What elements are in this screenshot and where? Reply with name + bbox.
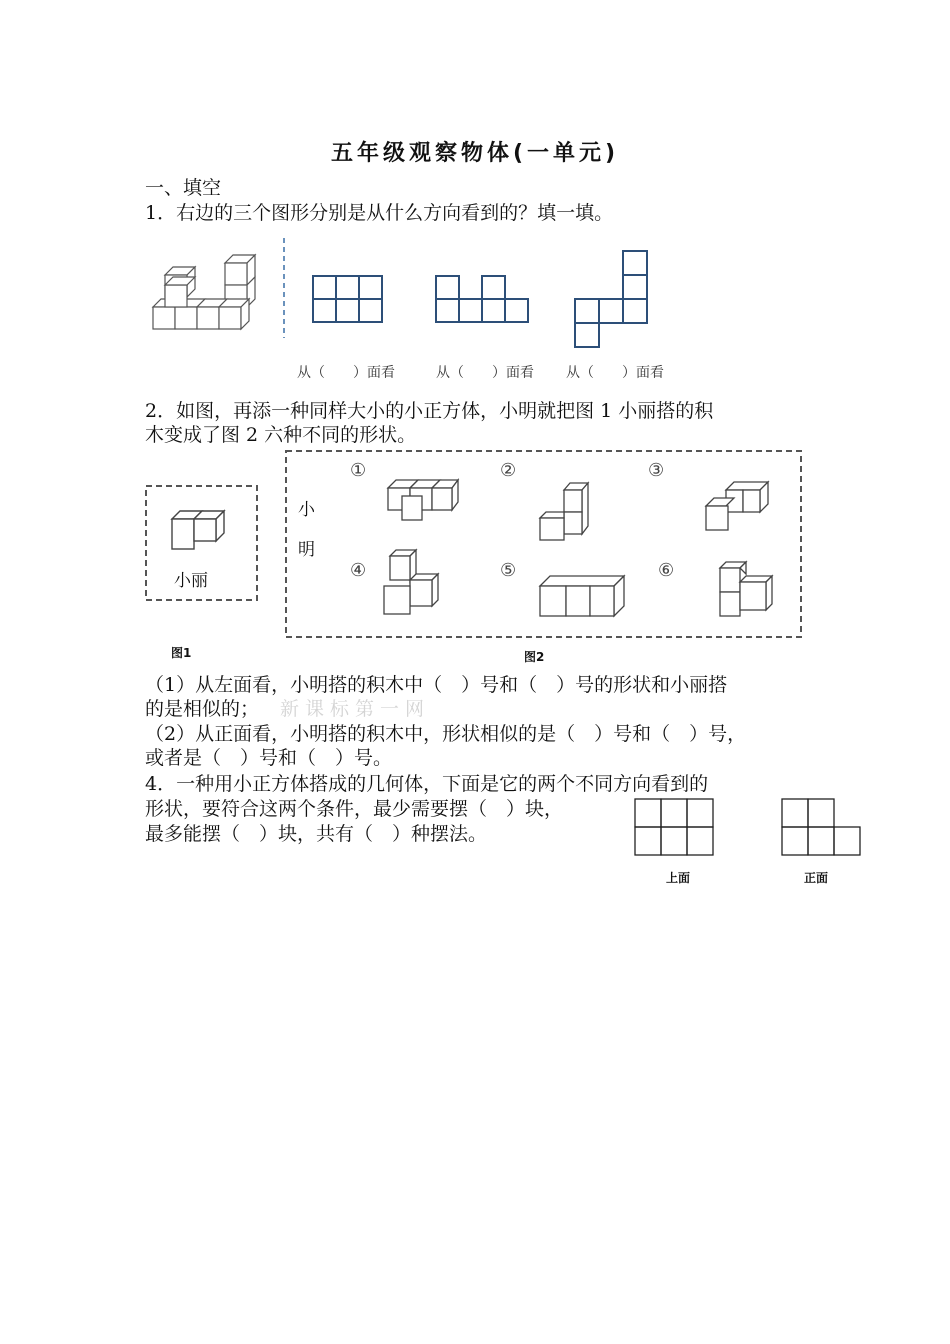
shape-1-blocks <box>386 476 462 522</box>
q2-sub2-line-1: （2）从正面看，小明搭的积木中，形状相似的是（ ）号和（ ）号， <box>145 723 747 745</box>
q2-sub2-line-2: 或者是（ ）号和（ ）号。 <box>145 747 393 769</box>
figure-2-person: 小明 <box>298 500 315 560</box>
q4-front-label: 正面 <box>804 871 829 885</box>
q2-sub1-line-2: 的是相似的； <box>145 698 260 720</box>
figure-2-label: 图2 <box>524 650 545 664</box>
shape-marker-3: ③ <box>648 460 665 481</box>
question-4-line-3: 最多能摆（ ）块，共有（ ）种摆法。 <box>145 823 488 845</box>
shape-2-blocks <box>538 480 594 542</box>
shape-marker-1: ① <box>350 460 367 481</box>
question-2-line-2: 木变成了图 2 六种不同的形状。 <box>145 424 417 446</box>
q4-front-view <box>781 798 863 858</box>
q1-caption-1: 从（ ）面看 <box>297 365 395 381</box>
figure-1-blocks <box>170 503 234 553</box>
watermark: 新课标第一网 <box>280 698 431 720</box>
question-2-line-1: 2．如图，再添一种同样大小的小正方体，小明就把图 1 小丽搭的积 <box>145 400 714 422</box>
q1-caption-3: 从（ ）面看 <box>566 365 664 381</box>
q1-view-3 <box>574 250 654 350</box>
section-heading: 一、填空 <box>145 177 222 199</box>
q4-top-label: 上面 <box>666 871 691 885</box>
q1-view-1 <box>312 275 384 325</box>
figure-1-label: 图1 <box>171 646 192 660</box>
shape-6-blocks <box>718 560 776 618</box>
shape-3-blocks <box>704 478 774 534</box>
q1-block-structure <box>145 245 275 340</box>
shape-5-blocks <box>538 572 628 620</box>
figure-1-person: 小丽 <box>174 571 208 591</box>
shape-4-blocks <box>382 548 444 616</box>
question-4-line-2: 形状，要符合这两个条件，最少需要摆（ ）块， <box>145 798 564 820</box>
q4-top-view <box>634 798 716 858</box>
shape-marker-4: ④ <box>350 560 367 581</box>
shape-marker-6: ⑥ <box>658 560 675 581</box>
question-4-line-1: 4．一种用小正方体搭成的几何体，下面是它的两个不同方向看到的 <box>145 773 709 795</box>
q1-dashed-divider <box>282 238 286 338</box>
page-title: 五年级观察物体(一单元) <box>330 141 620 166</box>
shape-marker-5: ⑤ <box>500 560 517 581</box>
shape-marker-2: ② <box>500 460 517 481</box>
q1-caption-2: 从（ ）面看 <box>436 365 534 381</box>
q2-sub1-line-1: （1）从左面看，小明搭的积木中（ ）号和（ ）号的形状和小丽搭 <box>145 674 728 696</box>
question-1-text: 1．右边的三个图形分别是从什么方向看到的？填一填。 <box>145 202 614 224</box>
q1-view-2 <box>435 275 535 325</box>
